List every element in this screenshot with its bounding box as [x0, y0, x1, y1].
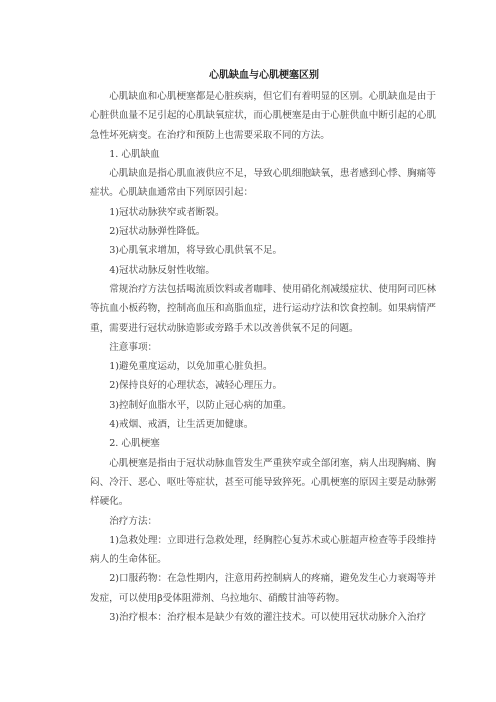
cause-item: 4)冠状动脉反射性收缩。 [109, 264, 215, 276]
intro-paragraph: 心肌缺血和心肌梗塞都是心脏疾病，但它们有着明显的区别。心肌缺血是由于心脏供血量不足引起的心肌缺氧症状，而心肌梗塞是由于心脏供血中断引起的心肌急性坏死病变。在治疗和预防上也需要采取不同的方法。 [90, 91, 436, 141]
section-1-definition: 心肌缺血是指心肌血液供应不足，导致心肌细胞缺氧，患者感到心悸、胸痛等症状。心肌缺血通常由下列原因引起： [90, 168, 436, 199]
cause-item: 2)冠状动脉弹性降低。 [109, 226, 206, 238]
note-item: 3)控制好血脂水平，以防止冠心病的加重。 [109, 399, 292, 411]
section-1-treatment: 常规治疗方法包括喝流质饮料或者咖啡、使用硝化剂减缓症状、使用阿司匹林等抗血小板药物，控制高血压和高脂血症，进行运动疗法和饮食控制。如果病情严重，需要进行冠状动脉造影或旁路手术以改善供氧不足的问题。 [90, 283, 436, 334]
cause-item: 1)冠状动脉狭窄或者断裂。 [109, 206, 225, 218]
section-1-heading: 1. 心肌缺血 [109, 148, 160, 160]
section-2-heading: 2. 心肌梗塞 [109, 438, 160, 450]
treatment-item: 3)治疗根本：治疗根本是缺少有效的灌注技术。可以使用冠状动脉介入治疗 [109, 612, 427, 624]
note-item: 2)保持良好的心理状态，减轻心理压力。 [109, 380, 283, 392]
page-title: 心肌缺血与心肌梗塞区别 [209, 70, 319, 81]
note-item: 4)戒烟、戒酒，让生活更加健康。 [109, 419, 254, 431]
cause-item: 3)心肌氧求增加，将导致心肌供氧不足。 [109, 245, 283, 257]
treatment-heading: 治疗方法： [109, 515, 158, 527]
note-item: 1)避免重度运动，以免加重心脏负担。 [109, 361, 273, 373]
treatment-item: 2)口服药物：在急性期内，注意用药控制病人的疼痛，避免发生心力衰竭等并发症，可以使用β受体阻滞剂、乌拉地尔、硝酸甘油等药物。 [90, 573, 436, 604]
section-2-definition: 心肌梗塞是指由于冠状动脉血管发生严重狭窄或全部闭塞，病人出现胸痛、胸闷、冷汗、恶心、呕吐等症状，甚至可能导致猝死。心肌梗塞的原因主要是动脉粥样硬化。 [90, 457, 436, 508]
treatment-item: 1)急救处理：立即进行急救处理，经胸腔心复苏术或心脏超声检查等手段维持病人的生命体征。 [90, 534, 436, 566]
notes-heading: 注意事项： [109, 341, 158, 353]
